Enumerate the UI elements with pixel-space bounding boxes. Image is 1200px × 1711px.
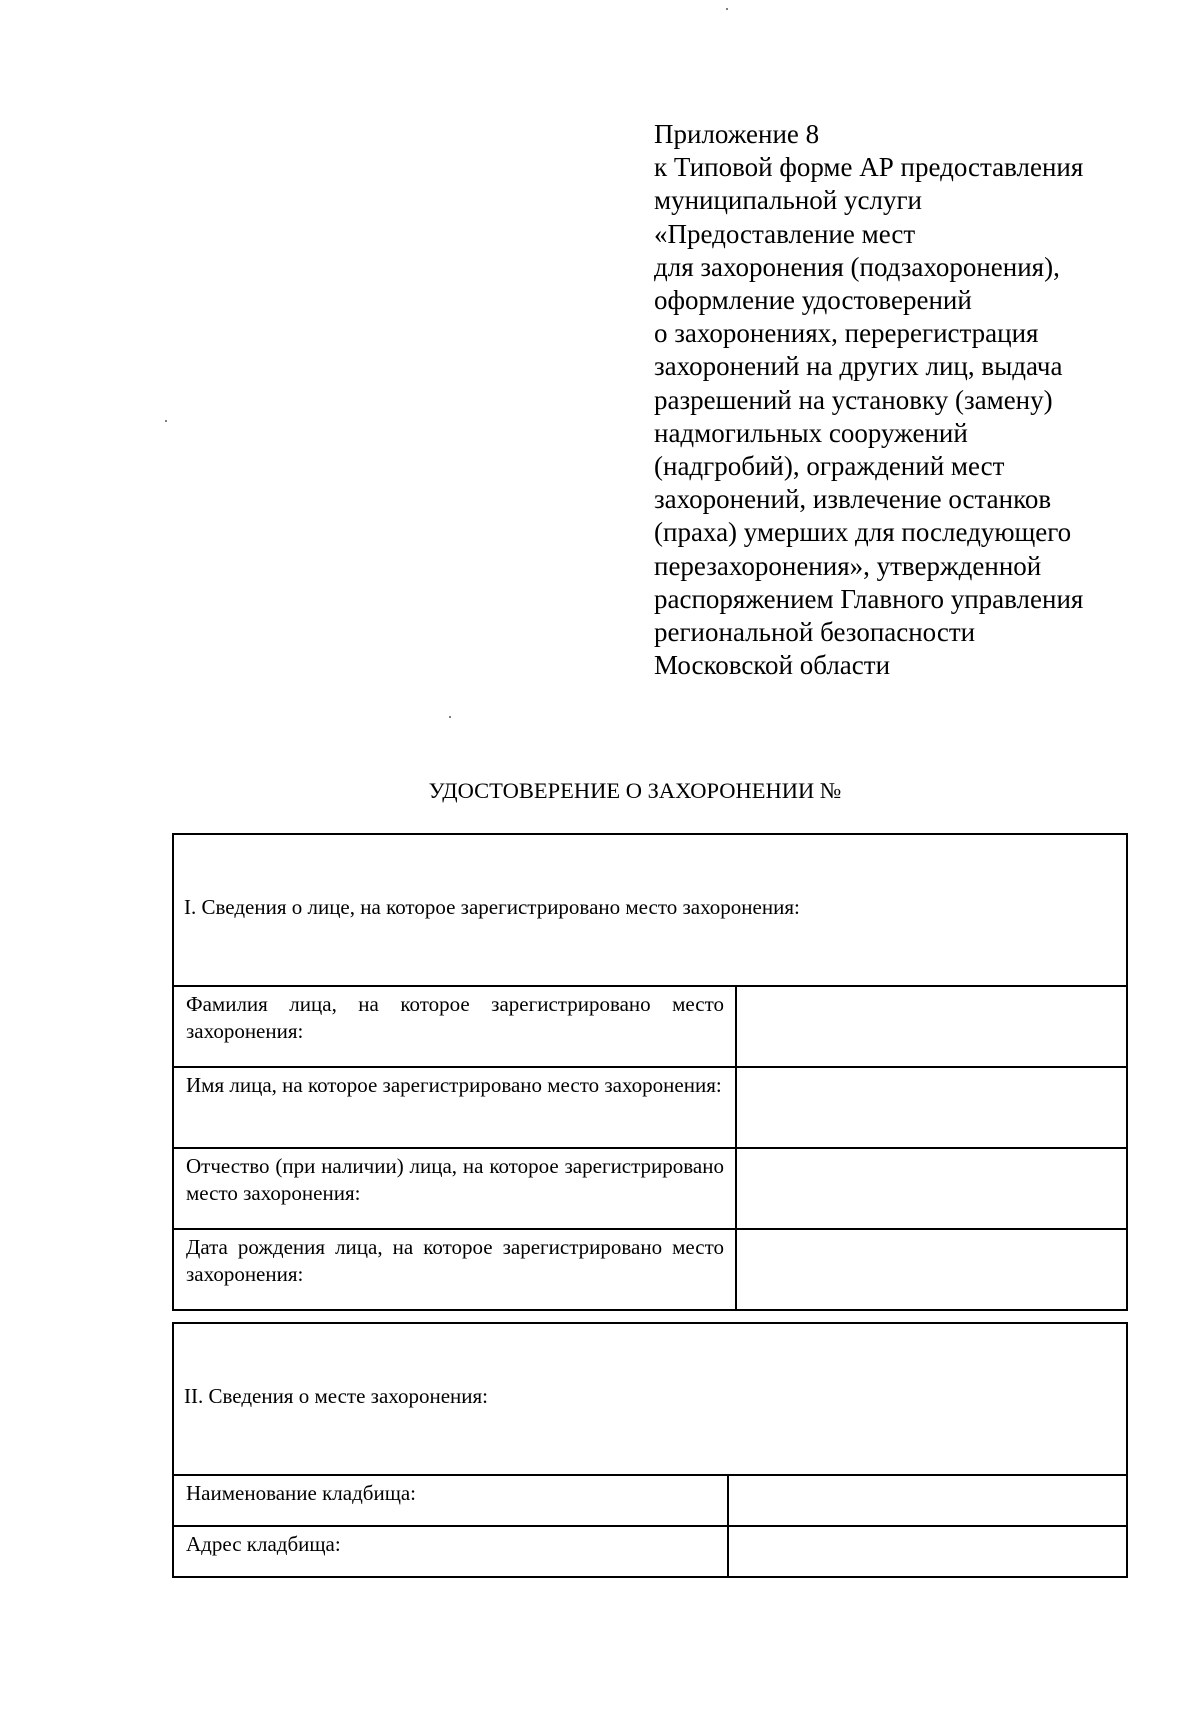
person-info-table (172, 833, 1128, 1311)
section1-heading: I. Сведения о лице, на которое зарегистрировано место захоронения: (173, 834, 1127, 986)
section-heading-row (173, 834, 1127, 986)
appendix-header (654, 118, 1174, 682)
surname-label: Фамилия лица, на которое зарегистрировано место захоронения: (173, 986, 736, 1067)
first-name-label: Имя лица, на которое зарегистрировано место захоронения: (173, 1067, 736, 1148)
cemetery-name-label: Наименование кладбища: (173, 1475, 728, 1526)
appendix-line: к Типовой форме АР предоставления (654, 152, 1084, 183)
scan-speck (165, 420, 167, 422)
table-row (173, 1067, 1127, 1148)
birth-date-label: Дата рождения лица, на которое зарегистрировано место захоронения: (173, 1229, 736, 1310)
cemetery-address-label: Адрес кладбища: (173, 1526, 728, 1577)
appendix-line: разрешений на установку (замену) (654, 384, 1053, 415)
appendix-line: для захоронения (подзахоронения), (654, 251, 1060, 282)
table-row (173, 986, 1127, 1067)
document-title: УДОСТОВЕРЕНИЕ О ЗАХОРОНЕНИИ № (428, 778, 842, 803)
appendix-line: оформление удостоверений (654, 285, 972, 316)
appendix-line: региональной безопасности (654, 617, 976, 648)
patronymic-field[interactable] (736, 1148, 1127, 1229)
scan-speck (726, 8, 728, 10)
appendix-line: (праха) умерших для последующего (654, 517, 1072, 548)
cemetery-name-field[interactable] (728, 1475, 1127, 1526)
first-name-field[interactable] (736, 1067, 1127, 1148)
appendix-line: захоронений на других лиц, выдача (654, 351, 1063, 382)
scan-speck (449, 716, 451, 718)
appendix-line: распоряжением Главного управления (654, 583, 1084, 614)
table-row (173, 1526, 1127, 1577)
table-row (173, 1229, 1127, 1310)
section2-heading: II. Сведения о месте захоронения: (173, 1323, 1127, 1475)
appendix-line: муниципальной услуги (654, 185, 922, 216)
appendix-line: «Предоставление мест (654, 218, 916, 249)
appendix-line: захоронений, извлечение останков (654, 484, 1052, 515)
burial-place-table (172, 1322, 1128, 1578)
section-heading-row (173, 1323, 1127, 1475)
appendix-line: надмогильных сооружений (654, 417, 968, 448)
patronymic-label: Отчество (при наличии) лица, на которое зарегистрировано место захоронения: (173, 1148, 736, 1229)
appendix-line: (надгробий), ограждений мест (654, 451, 1005, 482)
appendix-line: Московской области (654, 650, 891, 681)
birth-date-field[interactable] (736, 1229, 1127, 1310)
table-row (173, 1475, 1127, 1526)
appendix-line: Приложение 8 (654, 119, 820, 149)
appendix-line: перезахоронения», утвержденной (654, 550, 1042, 581)
appendix-line: о захоронениях, перерегистрация (654, 318, 1039, 349)
surname-field[interactable] (736, 986, 1127, 1067)
table-row (173, 1148, 1127, 1229)
cemetery-address-field[interactable] (728, 1526, 1127, 1577)
